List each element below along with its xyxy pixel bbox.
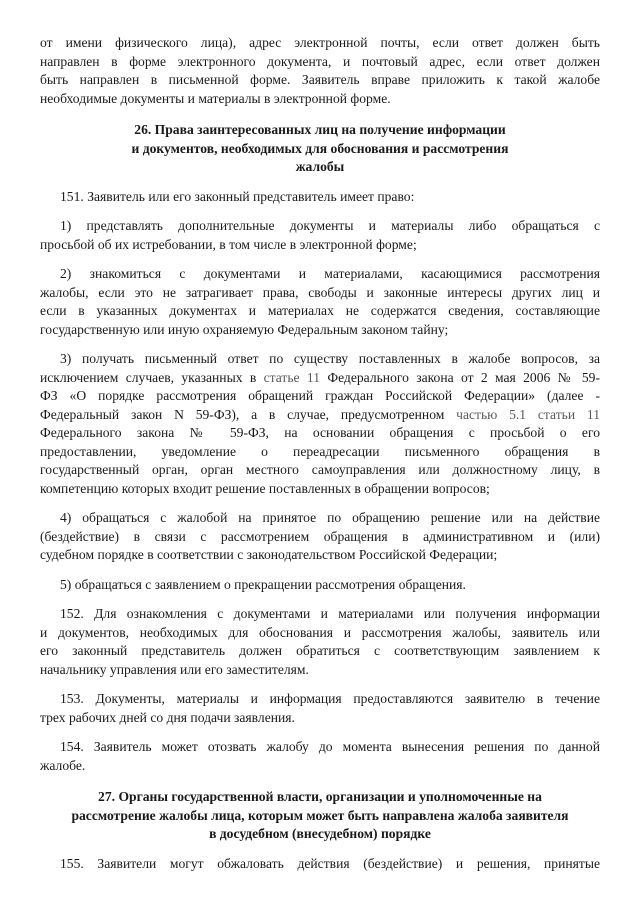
text-line: направлен в форме электронного документа, и почтовый адрес, если ответ должен [40,53,600,69]
text-line: 4) обращаться с жалобой на принятое по обращению решение или на действие [60,510,600,525]
paragraph-intro-continuation [40,34,600,108]
text-line: и документов, необходимых для обоснования и рассмотрения жалобы, заявитель или [40,624,600,640]
text-line: судебном порядке в соответствии с законодательством Российской Федерации; [40,547,498,562]
paragraph-151-item-1 [40,217,600,254]
text-fragment: исключением случаев, указанных в [40,369,264,385]
law-reference-link-article-11[interactable]: статье 11 [263,369,320,385]
text-line: 152. Для ознакомления с документами и материалами или получения информации [60,606,600,621]
text-line: если в указанных документах и материалах не содержатся сведения, составляющие [40,303,600,318]
text-line: 5) обращаться с заявлением о прекращении рассмотрения обращения. [60,576,466,592]
heading-line: рассмотрение жалобы лица, которым может быть направлена жалоба заявителя [71,807,569,823]
law-reference-link-part-5-1[interactable]: частью 5.1 статьи 11 [456,406,600,422]
paragraph-152 [40,605,600,679]
text-line: 1) представлять дополнительные документы и материалы либо обращаться с [60,218,600,233]
text-line: компетенцию которых входит решение поставленных в обращении вопросов; [40,480,490,496]
heading-line: в досудебном (внесудебном) порядке [209,826,431,841]
text-line: (бездействие) в связи с рассмотрением обращения в административном и (или) [40,528,600,544]
heading-line: и документов, необходимых для обоснования и рассмотрения [131,140,509,156]
text-line: Федерального закона № 59-ФЗ, на основании обращения с просьбой о его [40,425,600,440]
text-line: 3) получать письменный ответ по существу поставленных в жалобе вопросов, за [60,351,600,366]
text-line: его законный представитель должен обратиться с соответствующим заявлением к [40,643,600,658]
text-line: начальнику управления или его заместителям. [40,661,309,677]
text-line: быть направлен в письменной форме. Заявитель вправе приложить к такой жалобе [40,72,600,87]
paragraph-151 [40,188,600,207]
heading-line: 26. Права заинтересованных лиц на получение информации [134,122,506,137]
paragraph-154 [40,738,600,775]
paragraph-155 [40,855,600,874]
text-fragment: Федеральный закон N 59-ФЗ), а в случае, предусмотренном [40,406,457,422]
document-page [40,34,600,873]
text-line: государственную или иную охраняемую Федеральным законом тайну; [40,321,449,337]
paragraph-153 [40,690,600,727]
text-line: просьбой об их истребовании, в том числе в электронной форме; [40,236,417,252]
section-heading-26 [40,121,600,177]
paragraph-151-item-2 [40,265,600,339]
text-line: государственный орган, орган местного самоуправления или должностному лицу, в [40,462,600,477]
text-line [40,369,600,388]
paragraph-151-item-3 [40,350,600,498]
text-fragment: Федерального закона от 2 мая 2006 № 59- [320,369,600,385]
text-line: от имени физического лица), адрес электронной почты, если ответ должен быть [40,35,600,50]
text-line: жалобы, если это не затрагивает права, свободы и законные интересы других лиц и [40,284,600,300]
text-line: 155. Заявители могут обжаловать действия (бездействие) и решения, принятые [60,855,600,871]
text-line: 151. Заявитель или его законный представитель имеет право: [60,188,415,204]
text-line [40,406,600,425]
paragraph-151-item-4 [40,509,600,565]
paragraph-151-item-5 [40,576,600,595]
text-line: 2) знакомиться с документами и материалами, касающимися рассмотрения [60,266,600,281]
text-line: 154. Заявитель может отозвать жалобу до момента вынесения решения по данной [60,739,600,754]
text-line: 153. Документы, материалы и информация предоставляются заявителю в течение [60,691,600,706]
heading-line: 27. Органы государственной власти, организации и уполномоченные на [98,789,542,804]
text-line: трех рабочих дней со дня подачи заявления. [40,709,295,725]
section-heading-27 [40,788,600,844]
heading-line: жалобы [295,159,345,174]
text-line: ФЗ «О порядке рассмотрения обращений граждан Российской Федерации» (далее - [40,388,600,403]
text-line: жалобе. [40,757,86,773]
text-line: предоставлении, уведомление о переадресации письменного обращения в [40,443,600,459]
text-line: необходимые документы и материалы в электронной форме. [40,90,391,106]
